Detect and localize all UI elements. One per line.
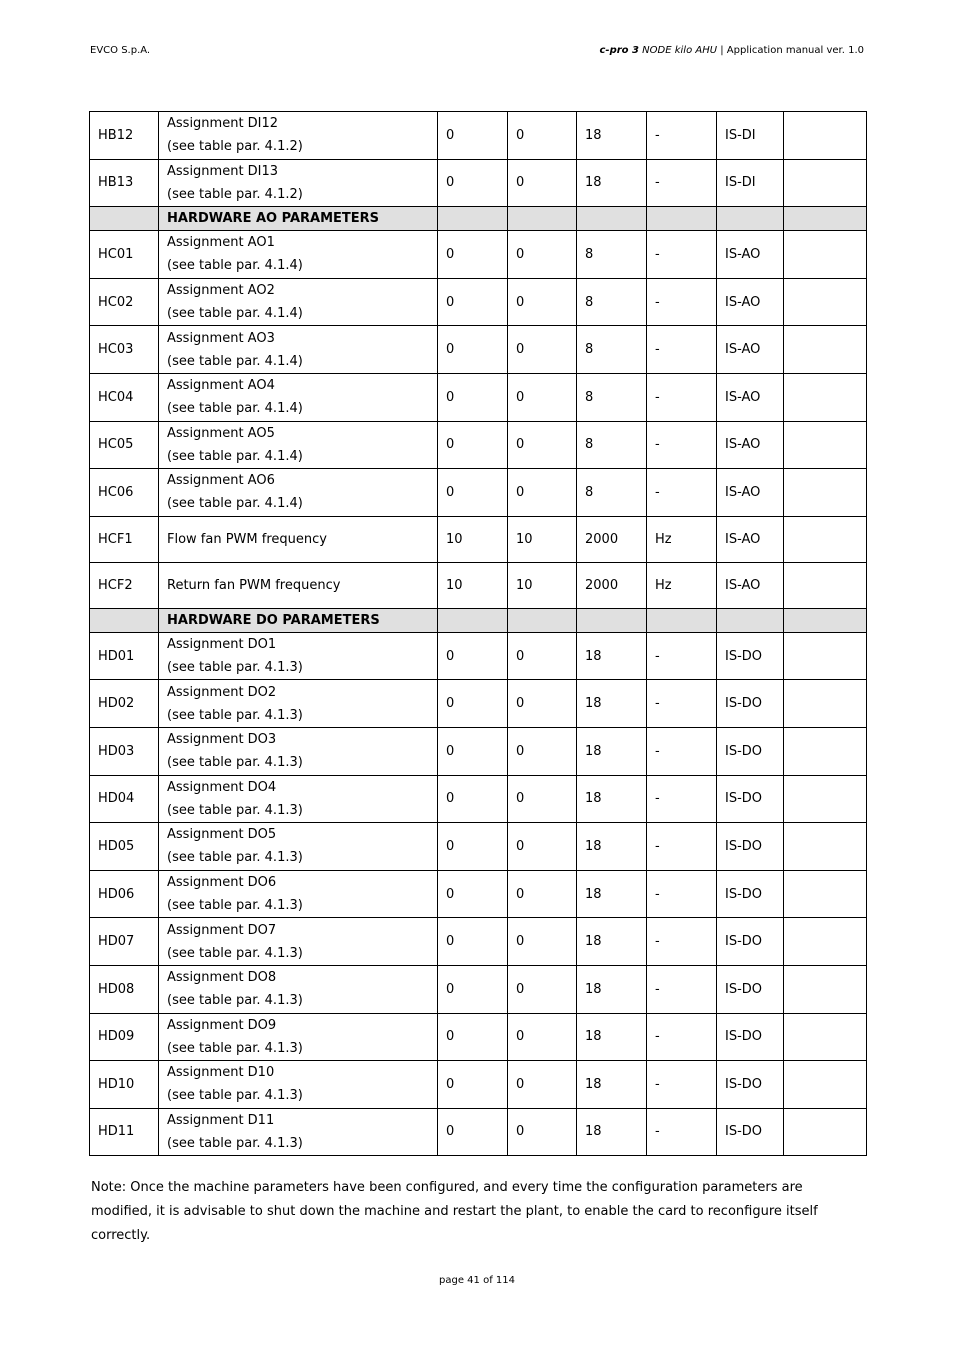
parameter-row — [90, 469, 867, 517]
section-code-cell — [90, 207, 159, 231]
description-line: Assignment DO8 — [167, 970, 277, 986]
min-value: 10 — [508, 516, 577, 562]
unit: - — [647, 965, 717, 1013]
parameter-row — [90, 326, 867, 374]
extra-cell — [784, 680, 867, 728]
min-value: 0 — [508, 870, 577, 918]
extra-cell — [784, 562, 867, 608]
description-line: Assignment AO2 — [167, 283, 275, 299]
parameter-code: HC05 — [90, 421, 159, 469]
header-company: EVCO S.p.A. — [90, 45, 151, 56]
description-line: Assignment AO4 — [167, 378, 275, 394]
description-line: Assignment D10 — [167, 1065, 275, 1081]
group: IS-DO — [717, 727, 784, 775]
extra-cell — [784, 326, 867, 374]
section-empty-cell — [647, 608, 717, 632]
default-value: 0 — [438, 1061, 508, 1109]
extra-cell — [784, 373, 867, 421]
section-title: HARDWARE DO PARAMETERS — [159, 608, 438, 632]
unit: - — [647, 373, 717, 421]
group: IS-AO — [717, 278, 784, 326]
default-value: 0 — [438, 231, 508, 279]
min-value: 0 — [508, 1061, 577, 1109]
parameter-description — [159, 159, 438, 207]
header-manual-version: | Application manual ver. 1.0 — [720, 45, 864, 56]
default-value: 0 — [438, 421, 508, 469]
max-value: 18 — [577, 159, 647, 207]
description-line: Assignment DO2 — [167, 684, 277, 700]
group: IS-AO — [717, 231, 784, 279]
extra-cell — [784, 775, 867, 823]
default-value: 0 — [438, 918, 508, 966]
section-header-row — [90, 608, 867, 632]
parameter-row — [90, 421, 867, 469]
max-value: 2000 — [577, 516, 647, 562]
group: IS-DO — [717, 1013, 784, 1061]
parameter-code: HD09 — [90, 1013, 159, 1061]
page-number: page 41 of 114 — [439, 1275, 515, 1286]
description-reference: (see table par. 4.1.4) — [167, 258, 303, 274]
parameter-description — [159, 326, 438, 374]
unit: - — [647, 112, 717, 160]
max-value: 18 — [577, 632, 647, 680]
section-header-row — [90, 207, 867, 231]
max-value: 18 — [577, 727, 647, 775]
max-value: 8 — [577, 421, 647, 469]
unit: - — [647, 727, 717, 775]
parameter-row — [90, 1108, 867, 1156]
group: IS-DO — [717, 918, 784, 966]
parameter-code: HD11 — [90, 1108, 159, 1156]
parameter-description — [159, 1013, 438, 1061]
description-reference: (see table par. 4.1.4) — [167, 306, 303, 322]
default-value: 10 — [438, 516, 508, 562]
min-value: 0 — [508, 727, 577, 775]
parameter-row — [90, 516, 867, 562]
section-empty-cell — [784, 608, 867, 632]
parameter-row — [90, 1061, 867, 1109]
parameter-code: HD10 — [90, 1061, 159, 1109]
parameter-description — [159, 516, 438, 562]
group: IS-DI — [717, 159, 784, 207]
unit: Hz — [647, 562, 717, 608]
max-value: 18 — [577, 1013, 647, 1061]
description-line: Assignment AO3 — [167, 330, 275, 346]
parameter-row — [90, 231, 867, 279]
unit: - — [647, 775, 717, 823]
section-empty-cell — [717, 608, 784, 632]
min-value: 0 — [508, 159, 577, 207]
max-value: 18 — [577, 775, 647, 823]
description-reference: (see table par. 4.1.3) — [167, 707, 303, 723]
section-empty-cell — [784, 207, 867, 231]
description-line: Return fan PWM frequency — [167, 577, 341, 593]
max-value: 18 — [577, 1108, 647, 1156]
description-reference: (see table par. 4.1.2) — [167, 186, 303, 202]
description-line: Assignment D11 — [167, 1112, 275, 1128]
parameter-description — [159, 112, 438, 160]
default-value: 0 — [438, 278, 508, 326]
min-value: 0 — [508, 326, 577, 374]
max-value: 8 — [577, 231, 647, 279]
unit: - — [647, 421, 717, 469]
group: IS-DI — [717, 112, 784, 160]
min-value: 0 — [508, 421, 577, 469]
extra-cell — [784, 632, 867, 680]
description-reference: (see table par. 4.1.4) — [167, 401, 303, 417]
default-value: 0 — [438, 326, 508, 374]
default-value: 0 — [438, 775, 508, 823]
min-value: 0 — [508, 469, 577, 517]
parameter-row — [90, 823, 867, 871]
extra-cell — [784, 469, 867, 517]
description-line: Assignment DO5 — [167, 827, 277, 843]
min-value: 0 — [508, 965, 577, 1013]
parameter-row — [90, 632, 867, 680]
parameter-code: HC06 — [90, 469, 159, 517]
description-reference: (see table par. 4.1.3) — [167, 755, 303, 771]
header-manual-title — [600, 45, 865, 56]
min-value: 0 — [508, 823, 577, 871]
description-reference: (see table par. 4.1.4) — [167, 448, 303, 464]
max-value: 18 — [577, 965, 647, 1013]
description-reference: (see table par. 4.1.3) — [167, 945, 303, 961]
unit: - — [647, 231, 717, 279]
parameter-description — [159, 1061, 438, 1109]
extra-cell — [784, 159, 867, 207]
parameter-row — [90, 965, 867, 1013]
unit: - — [647, 1061, 717, 1109]
section-title: HARDWARE AO PARAMETERS — [159, 207, 438, 231]
max-value: 18 — [577, 918, 647, 966]
description-line: Assignment DO4 — [167, 779, 277, 795]
min-value: 0 — [508, 632, 577, 680]
max-value: 8 — [577, 469, 647, 517]
group: IS-DO — [717, 823, 784, 871]
parameters-table — [89, 111, 867, 1156]
parameter-description — [159, 421, 438, 469]
parameter-description — [159, 965, 438, 1013]
parameter-description — [159, 870, 438, 918]
parameter-code: HC04 — [90, 373, 159, 421]
max-value: 8 — [577, 326, 647, 374]
parameter-code: HC01 — [90, 231, 159, 279]
group: IS-DO — [717, 680, 784, 728]
group: IS-AO — [717, 421, 784, 469]
extra-cell — [784, 421, 867, 469]
default-value: 0 — [438, 680, 508, 728]
section-empty-cell — [717, 207, 784, 231]
group: IS-AO — [717, 469, 784, 517]
unit: - — [647, 326, 717, 374]
parameter-row — [90, 680, 867, 728]
group: IS-AO — [717, 326, 784, 374]
parameter-description — [159, 632, 438, 680]
description-line: Assignment DO1 — [167, 637, 277, 653]
default-value: 0 — [438, 1108, 508, 1156]
parameter-description — [159, 727, 438, 775]
default-value: 0 — [438, 823, 508, 871]
parameter-description — [159, 680, 438, 728]
header-product-bold: c-pro 3 — [599, 45, 639, 56]
min-value: 0 — [508, 373, 577, 421]
description-reference: (see table par. 4.1.3) — [167, 802, 303, 818]
description-line: Assignment DI13 — [167, 163, 279, 179]
unit: - — [647, 870, 717, 918]
description-line: Assignment DI12 — [167, 116, 279, 132]
description-reference: (see table par. 4.1.3) — [167, 993, 303, 1009]
parameter-description — [159, 469, 438, 517]
default-value: 0 — [438, 965, 508, 1013]
default-value: 10 — [438, 562, 508, 608]
extra-cell — [784, 1061, 867, 1109]
description-reference: (see table par. 4.1.4) — [167, 353, 303, 369]
group: IS-DO — [717, 1108, 784, 1156]
description-reference: (see table par. 4.1.3) — [167, 1040, 303, 1056]
parameter-code: HB13 — [90, 159, 159, 207]
parameter-row — [90, 1013, 867, 1061]
parameter-description — [159, 918, 438, 966]
min-value: 0 — [508, 231, 577, 279]
description-reference: (see table par. 4.1.4) — [167, 496, 303, 512]
parameter-code: HC03 — [90, 326, 159, 374]
section-empty-cell — [438, 608, 508, 632]
configuration-note: Note: Once the machine parameters have been configured, and every time the configuration parameters are modified, it is advisable to shut down the machine and restart the plant, to enable the card to reconfigure itself correctly. — [91, 1180, 818, 1243]
parameter-code: HCF1 — [90, 516, 159, 562]
description-reference: (see table par. 4.1.3) — [167, 1088, 303, 1104]
description-reference: (see table par. 4.1.2) — [167, 139, 303, 155]
extra-cell — [784, 823, 867, 871]
description-line: Assignment AO5 — [167, 425, 275, 441]
description-reference: (see table par. 4.1.3) — [167, 850, 303, 866]
section-empty-cell — [577, 608, 647, 632]
unit: - — [647, 823, 717, 871]
description-reference: (see table par. 4.1.3) — [167, 660, 303, 676]
default-value: 0 — [438, 632, 508, 680]
default-value: 0 — [438, 469, 508, 517]
group: IS-AO — [717, 562, 784, 608]
parameter-code: HD04 — [90, 775, 159, 823]
max-value: 8 — [577, 278, 647, 326]
unit: - — [647, 278, 717, 326]
parameter-row — [90, 870, 867, 918]
parameter-code: HD05 — [90, 823, 159, 871]
extra-cell — [784, 1108, 867, 1156]
default-value: 0 — [438, 112, 508, 160]
parameter-description — [159, 823, 438, 871]
unit: - — [647, 469, 717, 517]
header-product-italic: NODE kilo AHU — [642, 45, 718, 56]
max-value: 18 — [577, 112, 647, 160]
parameter-description — [159, 562, 438, 608]
min-value: 10 — [508, 562, 577, 608]
extra-cell — [784, 516, 867, 562]
max-value: 8 — [577, 373, 647, 421]
extra-cell — [784, 1013, 867, 1061]
group: IS-DO — [717, 632, 784, 680]
parameter-code: HCF2 — [90, 562, 159, 608]
description-line: Assignment AO6 — [167, 473, 275, 489]
min-value: 0 — [508, 1108, 577, 1156]
parameter-description — [159, 278, 438, 326]
parameter-code: HD02 — [90, 680, 159, 728]
min-value: 0 — [508, 680, 577, 728]
parameter-code: HD08 — [90, 965, 159, 1013]
parameter-description — [159, 775, 438, 823]
description-line: Assignment DO9 — [167, 1017, 277, 1033]
extra-cell — [784, 870, 867, 918]
parameter-row — [90, 278, 867, 326]
section-empty-cell — [438, 207, 508, 231]
default-value: 0 — [438, 727, 508, 775]
max-value: 18 — [577, 823, 647, 871]
unit: - — [647, 1013, 717, 1061]
parameter-row — [90, 918, 867, 966]
group: IS-DO — [717, 775, 784, 823]
min-value: 0 — [508, 278, 577, 326]
parameter-row — [90, 373, 867, 421]
unit: Hz — [647, 516, 717, 562]
description-line: Assignment DO6 — [167, 875, 277, 891]
section-empty-cell — [508, 207, 577, 231]
min-value: 0 — [508, 112, 577, 160]
default-value: 0 — [438, 870, 508, 918]
description-line: Assignment AO1 — [167, 235, 275, 251]
unit: - — [647, 918, 717, 966]
group: IS-AO — [717, 516, 784, 562]
max-value: 18 — [577, 680, 647, 728]
description-line: Assignment DO7 — [167, 922, 277, 938]
parameter-row — [90, 159, 867, 207]
parameter-description — [159, 231, 438, 279]
parameter-code: HD01 — [90, 632, 159, 680]
section-empty-cell — [647, 207, 717, 231]
parameter-description — [159, 373, 438, 421]
unit: - — [647, 680, 717, 728]
parameter-code: HD03 — [90, 727, 159, 775]
max-value: 2000 — [577, 562, 647, 608]
group: IS-DO — [717, 870, 784, 918]
group: IS-DO — [717, 1061, 784, 1109]
parameter-code: HB12 — [90, 112, 159, 160]
unit: - — [647, 1108, 717, 1156]
parameter-row — [90, 727, 867, 775]
extra-cell — [784, 727, 867, 775]
max-value: 18 — [577, 1061, 647, 1109]
description-reference: (see table par. 4.1.3) — [167, 898, 303, 914]
extra-cell — [784, 231, 867, 279]
default-value: 0 — [438, 159, 508, 207]
parameter-code: HD07 — [90, 918, 159, 966]
extra-cell — [784, 278, 867, 326]
parameter-row — [90, 112, 867, 160]
max-value: 18 — [577, 870, 647, 918]
parameter-row — [90, 775, 867, 823]
extra-cell — [784, 112, 867, 160]
description-line: Assignment DO3 — [167, 732, 277, 748]
section-empty-cell — [577, 207, 647, 231]
group: IS-AO — [717, 373, 784, 421]
parameter-row — [90, 562, 867, 608]
unit: - — [647, 159, 717, 207]
extra-cell — [784, 965, 867, 1013]
section-code-cell — [90, 608, 159, 632]
description-reference: (see table par. 4.1.3) — [167, 1135, 303, 1151]
parameter-description — [159, 1108, 438, 1156]
min-value: 0 — [508, 775, 577, 823]
description-line: Flow fan PWM frequency — [167, 531, 327, 547]
min-value: 0 — [508, 918, 577, 966]
section-empty-cell — [508, 608, 577, 632]
group: IS-DO — [717, 965, 784, 1013]
default-value: 0 — [438, 1013, 508, 1061]
min-value: 0 — [508, 1013, 577, 1061]
default-value: 0 — [438, 373, 508, 421]
unit: - — [647, 632, 717, 680]
extra-cell — [784, 918, 867, 966]
parameter-code: HD06 — [90, 870, 159, 918]
parameter-code: HC02 — [90, 278, 159, 326]
